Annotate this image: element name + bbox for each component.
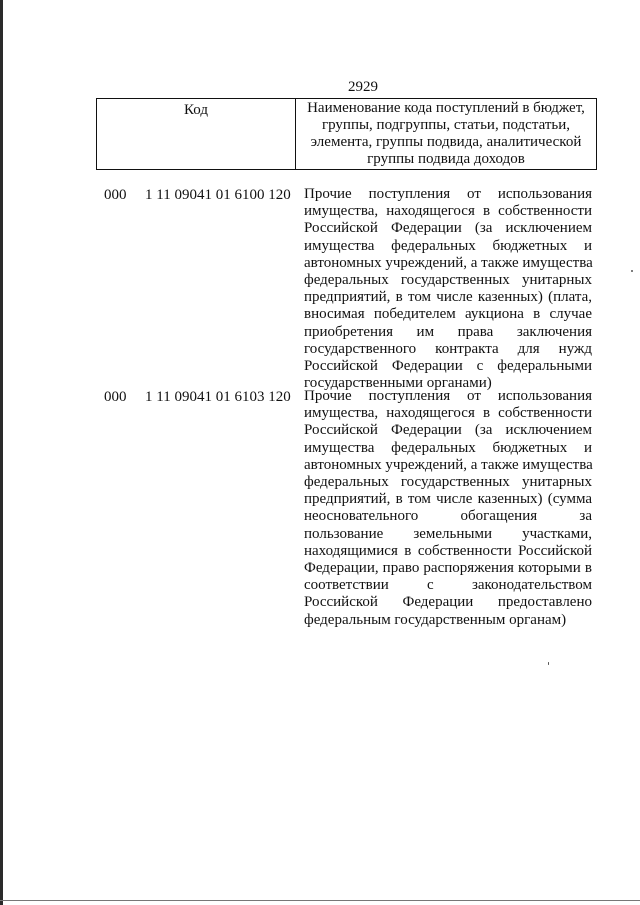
- description-line: Прочие поступления от использования: [304, 388, 592, 404]
- header-name-line: группы подвида доходов: [367, 151, 525, 167]
- description-line: соответствии с законодательством: [304, 577, 592, 594]
- table-header: [96, 98, 597, 170]
- description-line: Российской Федерации с федеральными: [304, 358, 592, 375]
- revenue-code: 1 11 09041 01 6103 120: [145, 389, 291, 405]
- description-line: имущества федеральных бюджетных и: [304, 237, 592, 254]
- header-code-cell: Код: [97, 99, 296, 169]
- scan-left-edge: [0, 0, 3, 905]
- admin-code: 000: [104, 187, 127, 203]
- revenue-code: 1 11 09041 01 6100 120: [145, 187, 291, 203]
- description-line: автономных учреждений, а также имущества: [304, 456, 593, 473]
- scan-speck: [631, 270, 633, 272]
- scan-bottom-edge: [0, 900, 640, 901]
- header-name-cell: [296, 99, 596, 169]
- description-line: Российской Федерации предоставлено: [304, 594, 592, 611]
- description-line: имущества федеральных бюджетных и: [304, 439, 592, 456]
- revenue-description: [304, 388, 592, 629]
- description-line: имущества, находящегося в собственности: [304, 203, 592, 220]
- description-line: предприятий, в том числе казенных) (плата,: [304, 289, 592, 306]
- admin-code: 000: [104, 389, 127, 405]
- description-line: находящимися в собственности Российской: [304, 542, 592, 559]
- page-number: 2929: [348, 79, 378, 95]
- description-line: приобретения им права заключения: [304, 323, 592, 340]
- header-name-line: элемента, группы подвида, аналитической: [310, 134, 582, 150]
- header-name-line: группы, подгруппы, статьи, подстатьи,: [321, 117, 571, 133]
- description-line: предприятий, в том числе казенных) (сумма: [304, 491, 592, 508]
- description-line: неосновательного обогащения за: [304, 508, 592, 525]
- scan-speck: [548, 662, 549, 665]
- description-line: Российской Федерации (за исключением: [304, 220, 592, 237]
- header-name-line: Наименование кода поступлений в бюджет,: [307, 100, 585, 116]
- description-line: Федерации, право распоряжения которыми в: [304, 560, 592, 577]
- description-line: государственного контракта для нужд: [304, 340, 592, 357]
- description-line: Прочие поступления от использования: [304, 186, 592, 202]
- revenue-description: [304, 186, 592, 392]
- description-line: федеральных государственных унитарных: [304, 272, 592, 289]
- description-line: Российской Федерации (за исключением: [304, 422, 592, 439]
- description-line: автономных учреждений, а также имущества: [304, 254, 593, 271]
- description-line: пользование земельными участками,: [304, 525, 592, 542]
- description-line: федеральным государственным органам): [304, 611, 567, 628]
- description-line: федеральных государственных унитарных: [304, 474, 592, 491]
- description-line: государственными органами): [304, 375, 492, 392]
- description-line: вносимая победителем аукциона в случае: [304, 306, 592, 323]
- description-line: имущества, находящегося в собственности: [304, 405, 592, 422]
